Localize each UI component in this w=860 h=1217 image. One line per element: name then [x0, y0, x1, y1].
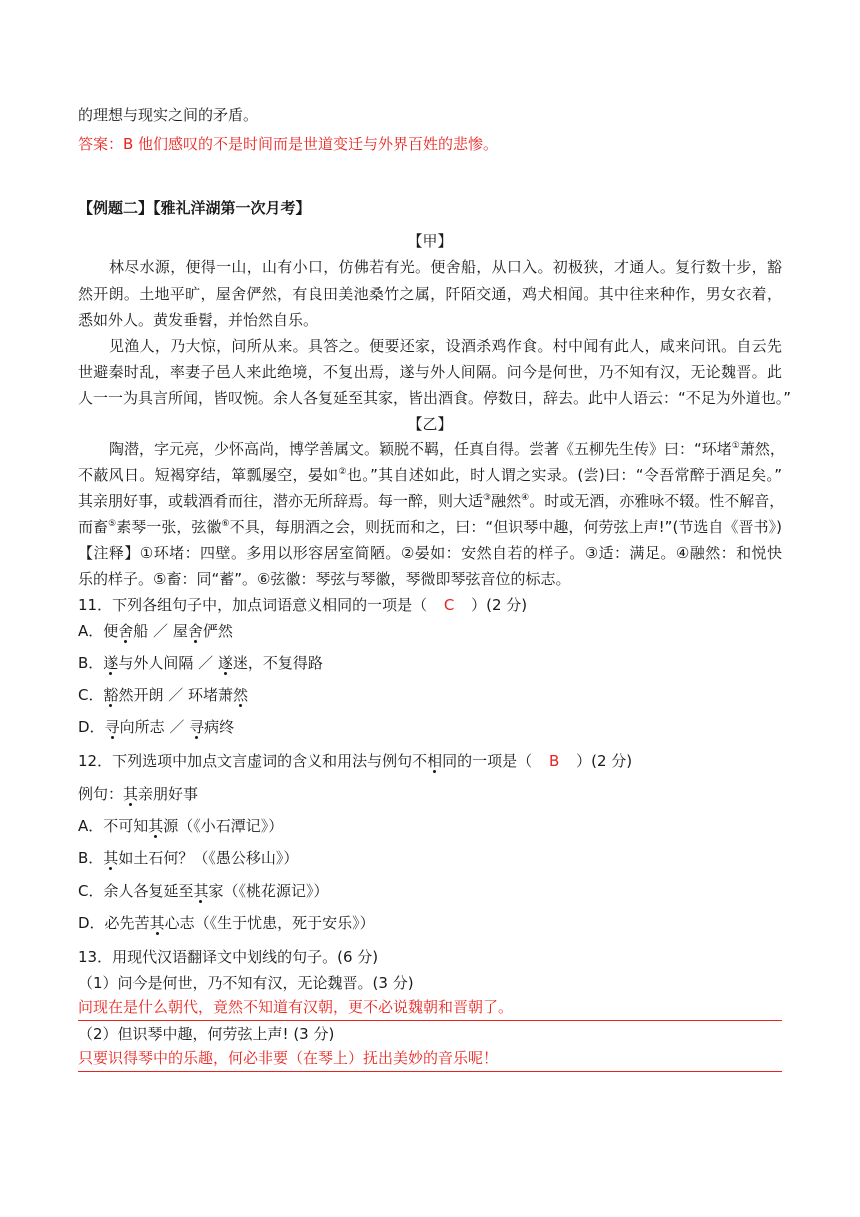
yi-text: 其亲朋好事，或载酒肴而往，潜亦无所辞焉。每一醉，则大适 — [78, 492, 484, 510]
passage-jia-line: 人一一为具言所闻，皆叹惋。余人各复延至其家，皆出酒食。停数日，辞去。此中人语云：“不足为外道也。” — [78, 389, 792, 407]
footnote-marker: ⑥ — [221, 519, 230, 529]
question-13-stem: 13．用现代汉语翻译文中划线的句子。(6 分) — [78, 948, 379, 966]
question-13-sentence-2: （2）但识琴中趣，何劳弦上声! (3 分) — [78, 1025, 335, 1043]
question-12-example — [78, 783, 782, 805]
question-12-option — [78, 880, 782, 902]
passage-yi-line — [78, 464, 782, 486]
question-13-sentence-1: （1）问今是何世，乃不知有汉，无论魏晋。(3 分) — [78, 974, 414, 992]
dotted-word: 遂 — [217, 654, 233, 672]
dotted-word: 其 — [149, 914, 165, 932]
option-text: B． — [78, 654, 104, 672]
question-11-option — [78, 684, 782, 706]
example-text: 亲朋好事 — [138, 785, 199, 803]
option-text: 家（《桃花源记》） — [208, 882, 329, 900]
passage-jia-line: 林尽水源，便得一山，山有小口，仿佛若有光。便舍船，从口入。初极狭，才通人。复行数十步，豁 — [109, 258, 782, 276]
option-text: 然开朗 ／ 环堵萧 — [118, 686, 234, 704]
passage-yi-line — [78, 516, 782, 538]
passage-yi-line — [78, 490, 785, 512]
question-12-answer: B — [548, 752, 560, 770]
dotted-word: 寻 — [189, 718, 205, 736]
question-11-answer: C — [443, 596, 455, 614]
question-11-stem — [78, 594, 782, 616]
passage-jia-line: 然开朗。土地平旷，屋舍俨然，有良田美池桑竹之属，阡陌交通，鸡犬相闻。其中往来种作，男女衣着， — [78, 285, 782, 303]
question-12-option — [78, 912, 782, 934]
question-13-answer-1 — [78, 996, 782, 1021]
yi-text: 融然 — [491, 492, 522, 510]
example-title: 【例题二】【雅礼洋湖第一次月考】 — [78, 199, 311, 217]
yi-text: 萧然， — [739, 440, 785, 458]
footnote-marker: ④ — [521, 493, 530, 503]
option-text: B． — [78, 849, 104, 867]
passage-yi-line — [78, 438, 785, 460]
question-11-option — [78, 652, 782, 674]
option-text: 源（《小石潭记》） — [163, 817, 284, 835]
option-text: 心志（《生于忧患，死于安乐》） — [164, 914, 375, 932]
yi-text: 不具，每朋酒之会，则抚而和之，曰：“但识琴中趣，何劳弦上声!”(节选自《晋书》) — [229, 518, 782, 536]
option-text: 与外人间隔 ／ — [118, 654, 218, 672]
option-text: A．不可知 — [78, 817, 149, 835]
footnote-marker: ⑤ — [108, 519, 117, 529]
question-13-answer-2 — [78, 1047, 782, 1072]
passage-jia-line: 世避秦时乱，率妻子邑人来此绝境，不复出焉，遂与外人间隔。问今是何世，乃不知有汉，无论魏晋。此 — [78, 363, 782, 381]
stem-text: 12．下列选项中加点文言虚词的含义和用法与例句不 — [78, 752, 428, 770]
yi-text: 不蔽风日。短褐穿结，箪瓢屡空，晏如 — [78, 466, 339, 484]
dotted-word: 其 — [123, 785, 139, 803]
footnote-marker: ② — [338, 467, 347, 477]
dotted-word: 遂 — [103, 654, 119, 672]
option-text: C． — [78, 686, 104, 704]
previous-answer: 答案：B 他们感叹的不是时间而是世道变迁与外界百姓的悲惨。 — [78, 135, 499, 153]
option-text: D． — [78, 718, 105, 736]
notes-line: 乐的样子。⑤畜：同“蓄”。⑥弦徽：琴弦与琴徽，琴微即琴弦音位的标志。 — [78, 570, 571, 588]
question-11-option — [78, 716, 782, 738]
yi-text: 素琴一张，弦徽 — [116, 518, 222, 536]
dotted-word: 然 — [233, 686, 249, 704]
example-text: 例句： — [78, 785, 124, 803]
option-text: C．余人各复延至 — [78, 882, 194, 900]
question-12-stem — [78, 750, 782, 772]
yi-text: 也。”其自述如此，时人谓之实录。(尝)曰：“令吾常醉于酒足矣。” — [346, 466, 782, 484]
option-text: 病终 — [204, 718, 235, 736]
passage-jia-line: 见渔人，乃大惊，问所从来。具答之。便要还家，设酒杀鸡作食。村中闻有此人，咸来问讯。自云先 — [109, 337, 782, 355]
answer-line: 只要识得琴中的乐趣，何必非要（在琴上）抚出美妙的音乐呢！ — [78, 1047, 782, 1072]
stem-text: ）(2 分) — [471, 596, 528, 614]
stem-text: 11．下列各组句子中，加点词语意义相同的一项是（ — [78, 596, 428, 614]
option-text: 俨然 — [202, 622, 233, 640]
dotted-word: 豁 — [103, 686, 119, 704]
dotted-word: 其 — [148, 817, 164, 835]
option-text: 船 ／ 屋 — [133, 622, 188, 640]
yi-text: 陶潜，字元亮，少怀高尚，博学善属文。颖脱不羁，任真自得。尝著《五柳先生传》曰：“环堵 — [109, 440, 732, 458]
option-text: 如土石何？（《愚公移山》） — [118, 849, 299, 867]
answer-line: 问现在是什么朝代，竟然不知道有汉朝，更不必说魏朝和晋朝了。 — [78, 996, 782, 1021]
dotted-word: 其 — [103, 849, 119, 867]
dotted-word: 舍 — [118, 622, 134, 640]
yi-text: 而畜 — [78, 518, 109, 536]
question-12-option — [78, 815, 782, 837]
question-12-option — [78, 847, 782, 869]
option-text: A．便 — [78, 622, 119, 640]
dotted-word: 舍 — [187, 622, 203, 640]
dotted-word: 其 — [193, 882, 209, 900]
question-11-option — [78, 620, 782, 642]
notes-line: 【注释】①环堵：四壁。多用以形容居室简陋。②晏如：安然自若的样子。③适：满足。④融然：和悦快 — [78, 544, 782, 562]
passage-yi-label: 【乙】 — [407, 415, 453, 433]
dotted-word: 寻 — [104, 718, 120, 736]
footnote-marker: ③ — [483, 493, 492, 503]
yi-text: 。时或无酒，亦雅咏不辍。性不解音， — [529, 492, 785, 510]
passage-jia-line: 悉如外人。黄发垂髫，并怡然自乐。 — [78, 311, 319, 329]
passage-jia-label: 【甲】 — [407, 232, 453, 250]
previous-analysis-tail: 的理想与现实之间的矛盾。 — [78, 106, 259, 124]
option-text: 迷，不复得路 — [232, 654, 323, 672]
dotted-word: 相 — [427, 752, 443, 770]
stem-text: ）(2 分) — [576, 752, 633, 770]
footnote-marker: ① — [731, 441, 740, 451]
stem-text: 同的一项是（ — [442, 752, 533, 770]
option-text: D．必先苦 — [78, 914, 150, 932]
option-text: 向所志 ／ — [119, 718, 190, 736]
